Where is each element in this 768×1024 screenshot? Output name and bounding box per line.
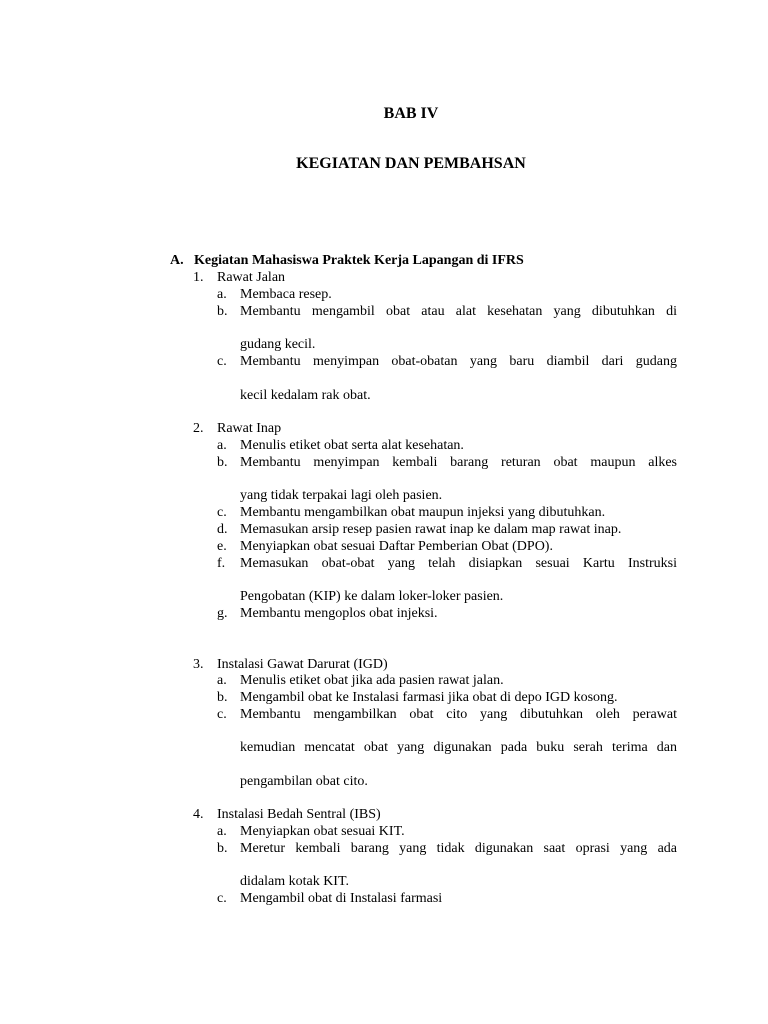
group-number: 2.	[193, 421, 204, 436]
item-line: didalam kotak KIT.	[240, 874, 349, 889]
item-line: Menulis etiket obat serta alat kesehatan.	[240, 438, 464, 453]
item-marker: c.	[217, 505, 227, 520]
item-line: kecil kedalam rak obat.	[240, 388, 371, 403]
item-line: Pengobatan (KIP) ke dalam loker-loker pasien.	[240, 589, 504, 604]
item-marker: a.	[217, 673, 227, 688]
item-line: Menyiapkan obat sesuai Daftar Pemberian Obat (DPO).	[240, 539, 553, 554]
item-line: Membantu mengoplos obat injeksi.	[240, 606, 438, 621]
item-line: Mengambil obat di Instalasi farmasi	[240, 891, 443, 906]
group-title: Instalasi Gawat Darurat (IGD)	[217, 657, 388, 672]
item-line: Membantu mengambilkan obat maupun injeksi yang dibutuhkan.	[240, 505, 606, 520]
chapter-heading: BAB IV	[383, 105, 439, 122]
item-marker: e.	[217, 539, 227, 554]
item-line: Memasukan arsip resep pasien rawat inap ke dalam map rawat inap.	[240, 522, 622, 537]
group-number: 1.	[193, 270, 204, 285]
item-marker: c.	[217, 354, 227, 369]
item-marker: a.	[217, 287, 227, 302]
group-title: Rawat Jalan	[217, 270, 286, 285]
item-line: Memasukan obat-obat yang telah disiapkan sesuai Kartu Instruksi	[240, 556, 677, 571]
item-line: Meretur kembali barang yang tidak digunakan saat oprasi yang ada	[240, 841, 677, 856]
item-line: Membantu menyimpan obat-obatan yang baru diambil dari gudang	[240, 354, 677, 369]
item-marker: b.	[217, 455, 228, 470]
item-line: yang tidak terpakai lagi oleh pasien.	[240, 488, 443, 503]
item-line: Mengambil obat ke Instalasi farmasi jika obat di depo IGD kosong.	[240, 690, 618, 705]
item-marker: b.	[217, 690, 228, 705]
chapter-title: KEGIATAN DAN PEMBAHSAN	[296, 155, 526, 172]
item-marker: c.	[217, 891, 227, 906]
item-marker: d.	[217, 522, 228, 537]
item-marker: a.	[217, 824, 227, 839]
item-line: pengambilan obat cito.	[240, 774, 368, 789]
item-marker: b.	[217, 304, 228, 319]
item-marker: b.	[217, 841, 228, 856]
group-number: 3.	[193, 657, 204, 672]
group-title: Rawat Inap	[217, 421, 282, 436]
item-marker: a.	[217, 438, 227, 453]
section-marker: A.	[170, 253, 184, 268]
group-number: 4.	[193, 807, 204, 822]
item-line: Menulis etiket obat jika ada pasien rawat jalan.	[240, 673, 504, 688]
item-marker: c.	[217, 707, 227, 722]
item-line: Menyiapkan obat sesuai KIT.	[240, 824, 405, 839]
item-line: kemudian mencatat obat yang digunakan pada buku serah terima dan	[240, 740, 677, 755]
section-title: Kegiatan Mahasiswa Praktek Kerja Lapangan di IFRS	[194, 253, 524, 268]
item-line: Membantu mengambilkan obat cito yang dibutuhkan oleh perawat	[240, 707, 677, 722]
item-marker: f.	[217, 556, 226, 571]
group-title: Instalasi Bedah Sentral (IBS)	[217, 807, 381, 822]
item-line: gudang kecil.	[240, 337, 316, 352]
item-line: Membantu mengambil obat atau alat kesehatan yang dibutuhkan di	[240, 304, 677, 319]
item-line: Membaca resep.	[240, 287, 332, 302]
item-line: Membantu menyimpan kembali barang returan obat maupun alkes	[240, 455, 677, 470]
item-marker: g.	[217, 606, 228, 621]
